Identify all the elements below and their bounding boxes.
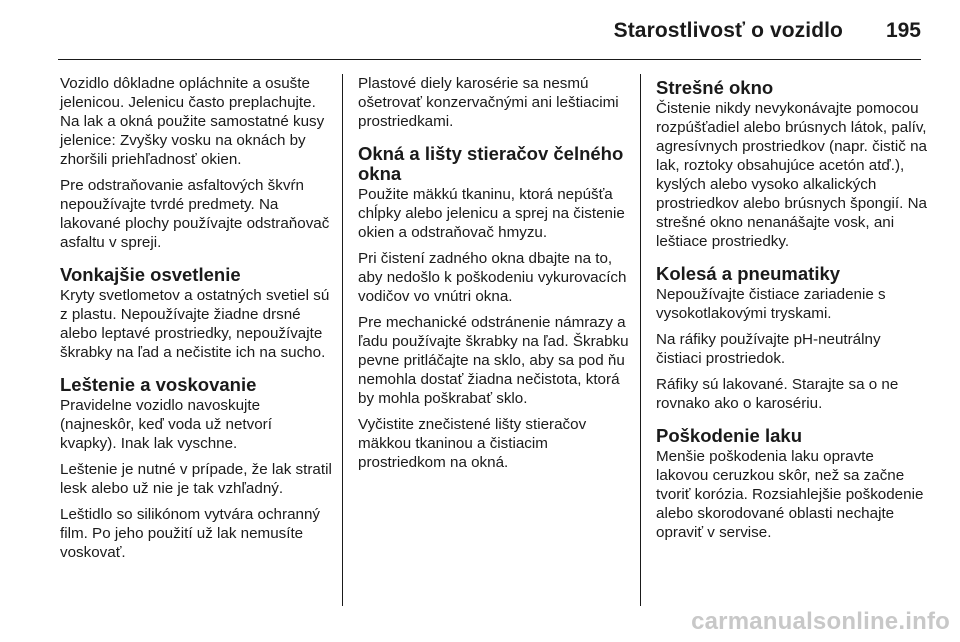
paragraph: Vyčistite znečistené lišty stieračov mäkkou tkaninou a čistiacim prostriedkom na okná. bbox=[358, 416, 587, 471]
paragraph: Leštenie je nutné v prípade, že lak stratil lesk alebo už nie je tak vzhľadný. bbox=[60, 461, 332, 497]
paragraph: Vozidlo dôkladne opláchnite a osušte jelenicou. Jelenicu často preplachujte. Na lak a okná použite samostatné kusy jelenice: Zvyšky vosku na oknách by zhoršili priehľadnosť okien. bbox=[60, 75, 325, 168]
paragraph: Pravidelne vozidlo navoskujte (najneskôr, keď voda už netvorí kvapky). Inak lak vyschne. bbox=[60, 397, 272, 452]
heading-polishing: Leštenie a voskovanie bbox=[60, 374, 257, 395]
column-3 bbox=[656, 74, 928, 608]
column-2 bbox=[358, 74, 630, 608]
column-divider bbox=[342, 74, 343, 606]
paragraph: Pri čistení zadného okna dbajte na to, aby nedošlo k poškodeniu vykurovacích vodičov vo vnútri okna. bbox=[358, 250, 627, 305]
heading-paint-damage: Poškodenie laku bbox=[656, 425, 802, 446]
paragraph: Čistenie nikdy nevykonávajte pomocou rozpúšťadiel alebo brúsnych látok, palív, agresívnych prostriedkov (napr. čistič na lak, roztoky obsahujúce acetón atď.), kyslých alebo vysoko alkalických prostriedkov alebo brúsnych špongií. Na strešné okno nenanášajte vosk, ani leštiace prostriedky. bbox=[656, 100, 927, 250]
paragraph: Pre odstraňovanie asfaltových škvŕn nepoužívajte tvrdé predmety. Na lakované plochy používajte odstraňovač asfaltu v spreji. bbox=[60, 177, 330, 251]
heading-windows-wipers: Okná a lišty stieračov čelného okna bbox=[358, 143, 624, 184]
paragraph: Ráfiky sú lakované. Starajte sa o ne rovnako ako o karosériu. bbox=[656, 376, 899, 412]
paragraph: Na ráfiky používajte pH-neutrálny čistiaci prostriedok. bbox=[656, 331, 881, 367]
heading-sunroof: Strešné okno bbox=[656, 77, 774, 98]
paragraph: Pre mechanické odstránenie námrazy a ľadu používajte škrabky na ľad. Škrabku pevne pritláčajte na sklo, aby sa pod ňu nemohla dostať žiadna nečistota, ktorá by mohla poškrabať sklo. bbox=[358, 314, 629, 407]
paragraph: Kryty svetlometov a ostatných svetiel sú z plastu. Nepoužívajte žiadne drsné alebo leptavé prostriedky, nepoužívajte škrabky na ľad a nečistite ich na sucho. bbox=[60, 287, 330, 361]
paragraph: Plastové diely karosérie sa nesmú ošetrovať konzervačnými ani leštiacimi prostriedkami. bbox=[358, 75, 619, 130]
paragraph: Menšie poškodenia laku opravte lakovou ceruzkou skôr, než sa začne tvoriť korózia. Rozsiahlejšie poškodenie alebo skorodované oblasti nechajte opraviť v servise. bbox=[656, 448, 924, 541]
watermark: carmanualsonline.info bbox=[691, 608, 950, 635]
page-header bbox=[0, 0, 960, 62]
heading-wheels-tyres: Kolesá a pneumatiky bbox=[656, 263, 841, 284]
section-title: Starostlivosť o vozidlo bbox=[613, 19, 843, 42]
paragraph: Nepoužívajte čistiace zariadenie s vysokotlakovými tryskami. bbox=[656, 286, 886, 322]
column-divider bbox=[640, 74, 641, 606]
heading-exterior-lights: Vonkajšie osvetlenie bbox=[60, 264, 241, 285]
page-number: 195 bbox=[885, 19, 921, 42]
paragraph: Leštidlo so silikónom vytvára ochranný film. Po jeho použití už lak nemusíte voskovať. bbox=[60, 506, 320, 561]
paragraph: Použite mäkkú tkaninu, ktorá nepúšťa chĺpky alebo jelenicu a sprej na čistenie okien a odstraňovač hmyzu. bbox=[358, 186, 625, 241]
column-1 bbox=[60, 74, 332, 608]
header-rule bbox=[58, 59, 921, 60]
